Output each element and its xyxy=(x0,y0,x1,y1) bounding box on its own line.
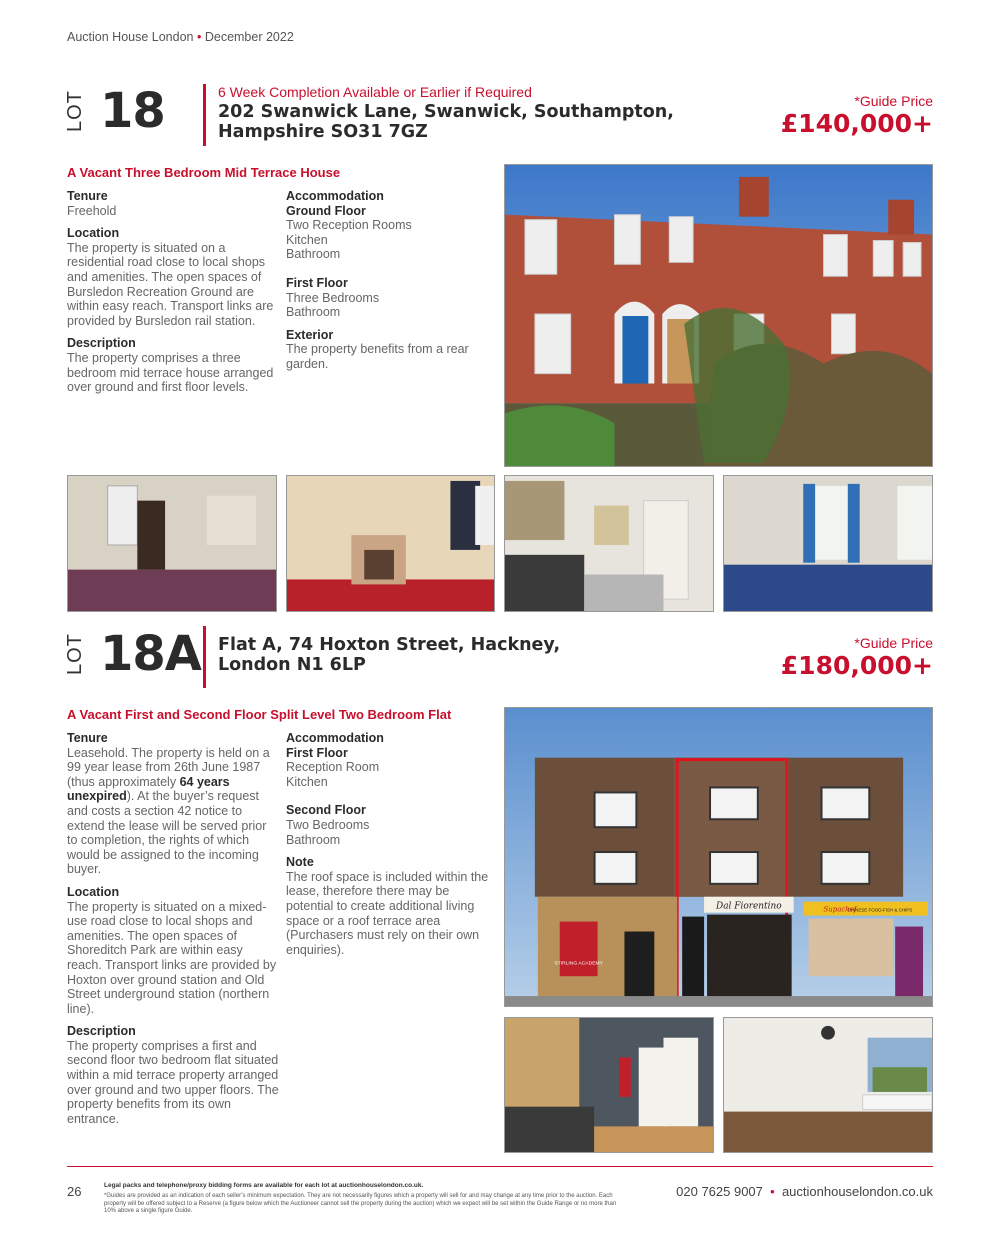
address-line-1: Flat A, 74 Hoxton Street, Hackney, xyxy=(218,635,561,655)
first-floor-item: Reception Room xyxy=(286,760,380,775)
lot-divider xyxy=(203,626,206,688)
details-column-right xyxy=(286,189,496,372)
main-photo-street-exterior xyxy=(504,707,933,1007)
completion-note: 6 Week Completion Available or Earlier if Required xyxy=(218,84,532,100)
website-link[interactable]: auctionhouselondon.co.uk xyxy=(781,1184,933,1199)
address-line-2: Hampshire SO31 7GZ xyxy=(218,122,428,142)
address-line-1: 202 Swanwick Lane, Swanwick, Southampton, xyxy=(218,102,674,122)
guide-price: £180,000+ xyxy=(780,651,933,680)
first-floor-heading: First Floor xyxy=(286,745,348,760)
legal-packs-note: Legal packs and telephone/proxy bidding forms are available for each lot at auctionhouselondon.co.uk. xyxy=(104,1182,424,1189)
tenure-text: Leasehold. The property is held on a 99 year lease from 26th June 1987 (thus approximately 64 years unexpired). At the buyer’s request and costs a section 42 notice to extend the lease will be served prior to completion, the rights of which would be assigned to the incoming buyer. xyxy=(67,745,270,877)
lot-number: 18 xyxy=(100,83,165,139)
lot-label: LOT xyxy=(64,633,86,675)
second-floor-heading: Second Floor xyxy=(286,803,366,818)
details-column-left xyxy=(67,189,279,395)
page-number: 26 xyxy=(67,1184,82,1199)
contact-separator: • xyxy=(766,1184,779,1199)
main-photo-exterior xyxy=(504,164,933,467)
phone-number[interactable]: 020 7625 9007 xyxy=(676,1184,763,1199)
lot-subtitle: A Vacant Three Bedroom Mid Terrace House xyxy=(67,165,341,180)
accommodation-heading: Accommodation xyxy=(286,731,384,745)
description-text: The property comprises a three bedroom mid terrace house arranged over ground and first floor levels. xyxy=(67,350,274,395)
description-text: The property comprises a first and second floor two bedroom flat situated within a mid terrace property arranged over ground and two upper floors. The property benefits from its own entrance. xyxy=(67,1038,279,1126)
lot-subtitle: A Vacant First and Second Floor Split Level Two Bedroom Flat xyxy=(67,707,452,722)
details-column-right xyxy=(286,731,496,957)
guide-price-block xyxy=(733,93,933,138)
photo-reception-room xyxy=(67,475,277,612)
first-floor-item: Kitchen xyxy=(286,774,328,789)
photo-bedroom xyxy=(723,475,933,612)
guide-disclaimer: *Guides are provided as an indication of each seller’s minimum expectation. They are not necessarily figures which a property will sell for and may change at any time prior to the auction. Each property will be offered subject to a Reserve (a figure below which the Auctioneer cannot sell the property during the auction) which we expect will be set within the Guide Range or no more than 10% above a single figure Guide. xyxy=(104,1193,617,1214)
exterior-heading: Exterior xyxy=(286,327,334,342)
property-address xyxy=(218,635,560,675)
lot-divider xyxy=(203,84,206,146)
tenure-heading: Tenure xyxy=(67,731,108,745)
photo-living-room xyxy=(723,1017,933,1153)
guide-price: £140,000+ xyxy=(780,109,933,138)
description-heading: Description xyxy=(67,1024,136,1039)
exterior-text: The property benefits from a rear garden. xyxy=(286,342,469,371)
guide-price-label: *Guide Price xyxy=(854,93,933,109)
header-separator: • xyxy=(196,30,202,44)
issue-date: December 2022 xyxy=(204,30,294,44)
ground-floor-item: Kitchen xyxy=(286,232,328,247)
page-header xyxy=(67,30,294,44)
photo-kitchen xyxy=(504,475,714,612)
location-heading: Location xyxy=(67,884,120,899)
description-heading: Description xyxy=(67,336,136,351)
footer-contact xyxy=(676,1184,933,1199)
shop-sign-dal-fiorentino: Dal Fiorentino xyxy=(716,901,782,912)
location-text: The property is situated on a mixed-use road close to local shops and amenities. The open spaces of Shoreditch Park are within easy reach. Transport links are provided by Hoxton over ground station and Old Street underground station (northern line). xyxy=(67,899,277,1016)
first-floor-item: Three Bedrooms xyxy=(286,290,380,305)
guide-price-label: *Guide Price xyxy=(854,635,933,651)
shop-sign-academy: STIRLING ACADEMY xyxy=(554,961,603,967)
second-floor-item: Bathroom xyxy=(286,832,341,847)
footer-divider xyxy=(67,1166,933,1167)
lot-number: 18A xyxy=(100,626,201,682)
second-floor-item: Two Bedrooms xyxy=(286,817,370,832)
property-address xyxy=(218,102,674,142)
lot-label: LOT xyxy=(64,90,86,132)
photo-fireplace-room xyxy=(286,475,495,612)
shop-sign-chinese-food: CHINESE FOOD-FISH & CHIPS xyxy=(847,907,913,913)
location-heading: Location xyxy=(67,226,120,241)
note-text: The roof space is included within the lease, therefore there may be potential to create additional living space or a roof terrace area (Purchasers must rely on their own enquiries). xyxy=(286,869,489,957)
publisher-name: Auction House London xyxy=(67,30,194,44)
first-floor-item: Bathroom xyxy=(286,305,341,320)
address-line-2: London N1 6LP xyxy=(218,655,366,675)
ground-floor-item: Two Reception Rooms xyxy=(286,218,412,233)
details-column-left xyxy=(67,731,279,1126)
tenure-heading: Tenure xyxy=(67,189,108,203)
ground-floor-item: Bathroom xyxy=(286,247,341,262)
guide-price-block xyxy=(733,635,933,680)
accommodation-heading: Accommodation xyxy=(286,189,384,203)
ground-floor-heading: Ground Floor xyxy=(286,203,366,218)
shop-sign-supachef: Supachef xyxy=(823,905,857,914)
note-heading: Note xyxy=(286,855,314,870)
photo-kitchen xyxy=(504,1017,714,1153)
location-text: The property is situated on a residential road close to local shops and amenities. The open spaces of Bursledon Recreation Ground are within easy reach. Transport links are provided by Bursledon rail station. xyxy=(67,240,274,328)
first-floor-heading: First Floor xyxy=(286,275,348,290)
tenure-text: Freehold xyxy=(67,203,117,218)
